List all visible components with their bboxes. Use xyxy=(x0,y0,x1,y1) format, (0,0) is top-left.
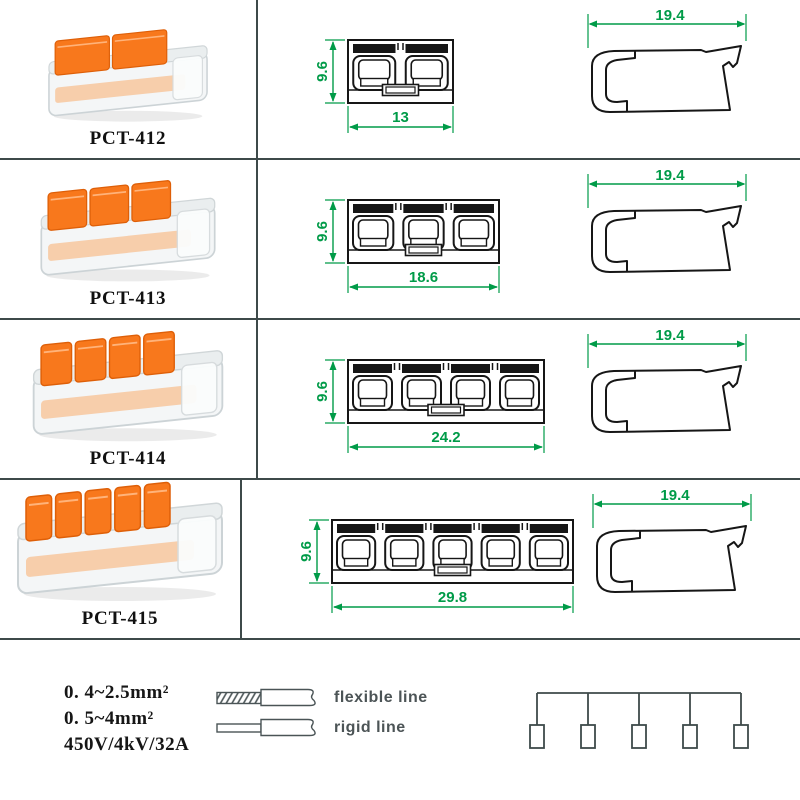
svg-text:24.2: 24.2 xyxy=(431,429,461,446)
wire-type-legend xyxy=(216,686,428,746)
product-photo xyxy=(0,470,240,604)
legend-item-flexible xyxy=(216,686,428,710)
svg-text:19.4: 19.4 xyxy=(655,167,685,184)
product-photo xyxy=(35,20,221,124)
product-model-label: PCT-414 xyxy=(89,448,167,469)
svg-text:9.6: 9.6 xyxy=(314,221,331,242)
product-row xyxy=(0,160,800,320)
product-photo-cell xyxy=(0,0,258,158)
front-view-drawing xyxy=(298,510,583,638)
footer-section xyxy=(0,640,800,798)
wire-range-rigid: 0. 5~4mm² xyxy=(64,708,154,729)
product-row xyxy=(0,0,800,160)
product-photo-cell xyxy=(0,160,258,318)
legend-label: rigid line xyxy=(334,719,406,736)
svg-text:13: 13 xyxy=(392,109,409,126)
svg-text:19.4: 19.4 xyxy=(660,487,690,504)
drawings-cell xyxy=(258,0,800,158)
flexible-wire-icon xyxy=(216,686,320,710)
svg-text:9.6: 9.6 xyxy=(314,61,331,82)
product-row xyxy=(0,320,800,480)
svg-text:9.6: 9.6 xyxy=(314,381,331,402)
svg-text:19.4: 19.4 xyxy=(655,7,685,24)
product-model-label: PCT-412 xyxy=(89,128,167,149)
wiring-schematic xyxy=(528,673,750,755)
product-photo-cell xyxy=(0,320,258,478)
legend-label: flexible line xyxy=(334,689,428,706)
svg-text:9.6: 9.6 xyxy=(298,541,315,562)
drawings-cell xyxy=(258,320,800,478)
product-photo-cell xyxy=(0,480,242,638)
drawings-cell xyxy=(258,160,800,318)
legend-item-rigid xyxy=(216,716,428,740)
svg-text:18.6: 18.6 xyxy=(408,269,439,286)
product-photo xyxy=(26,170,230,284)
electrical-rating: 450V/4kV/32A xyxy=(64,734,190,755)
front-view-drawing xyxy=(314,30,463,158)
side-view-drawing xyxy=(578,166,760,318)
product-row xyxy=(0,480,800,640)
side-view-drawing xyxy=(578,326,760,478)
side-view-drawing xyxy=(583,486,765,638)
drawings-cell xyxy=(242,480,800,638)
side-view-drawing xyxy=(578,6,760,158)
specs-block xyxy=(64,680,189,758)
front-view-drawing xyxy=(314,190,509,318)
product-model-label: PCT-413 xyxy=(89,288,167,309)
product-photo xyxy=(17,320,239,444)
svg-text:29.8: 29.8 xyxy=(437,589,468,606)
product-model-label: PCT-415 xyxy=(81,608,159,629)
rigid-wire-icon xyxy=(216,716,320,740)
svg-text:19.4: 19.4 xyxy=(655,327,685,344)
front-view-drawing xyxy=(314,350,554,478)
wire-range-flexible: 0. 4~2.5mm² xyxy=(64,682,169,703)
